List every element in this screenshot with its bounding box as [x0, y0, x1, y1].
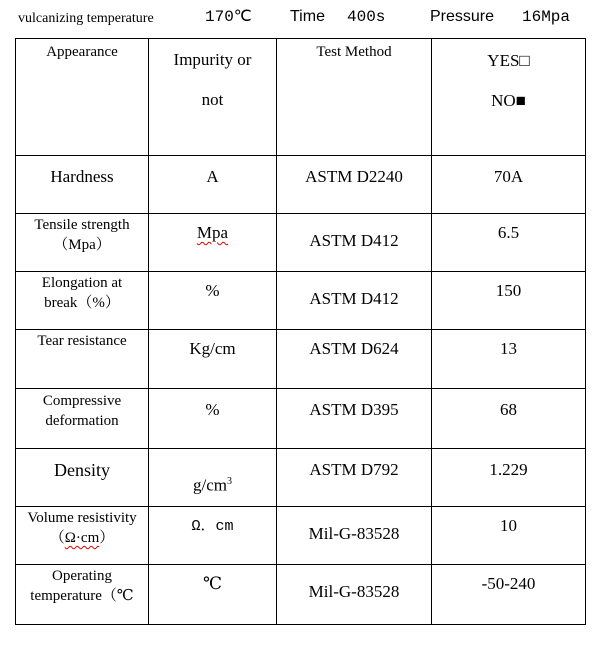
pressure-label: Pressure — [430, 8, 495, 25]
test-method-header-cell — [277, 39, 432, 156]
table-row — [16, 156, 586, 214]
property-name-unit: Ω·cm — [64, 530, 100, 546]
vulcanizing-temperature-label: vulcanizing temperature — [18, 11, 154, 26]
property-name-line1: Compressive — [42, 393, 122, 409]
test-method: ASTM D792 — [309, 460, 399, 479]
property-name-line1: Tensile strength — [34, 217, 130, 233]
test-method: Mil-G-83528 — [308, 582, 400, 601]
test-method: ASTM D412 — [309, 289, 399, 308]
property-unit: Kg/cm — [189, 339, 236, 358]
property-unit: % — [205, 281, 220, 300]
property-unit: % — [205, 400, 220, 419]
test-method: ASTM D395 — [309, 400, 399, 419]
property-name-line2: （Mpa） — [53, 237, 111, 253]
property-name-line2: deformation — [45, 413, 119, 429]
test-method: ASTM D624 — [309, 339, 399, 358]
property-name: Density — [54, 460, 110, 480]
property-name-line2: temperature（℃ — [30, 588, 134, 604]
appearance-header: Appearance — [46, 44, 118, 60]
table-row — [16, 214, 586, 272]
pressure-value: 16Mpa — [522, 8, 571, 26]
property-name-line2: break（%） — [44, 295, 120, 311]
table-row — [16, 507, 586, 565]
properties-table — [15, 38, 586, 625]
table-row — [16, 449, 586, 507]
yes-no-cell — [432, 39, 586, 156]
property-name-line1: Operating — [52, 568, 112, 584]
property-unit: A — [206, 167, 219, 186]
test-method: ASTM D2240 — [305, 167, 403, 186]
table-row — [16, 272, 586, 330]
property-value: 150 — [495, 281, 522, 300]
impurity-header-line1: Impurity or — [173, 50, 252, 69]
property-value: 1.229 — [489, 460, 528, 479]
time-label: Time — [290, 8, 325, 25]
property-name: Tear resistance — [37, 333, 127, 349]
property-value: 70A — [493, 167, 524, 186]
impurity-header-line2: not — [201, 90, 224, 109]
property-value: 10 — [500, 516, 517, 535]
property-value: 13 — [500, 339, 517, 358]
property-unit: ℃ — [202, 574, 223, 593]
property-name: Hardness — [50, 167, 114, 186]
time-value: 400s — [347, 8, 386, 26]
property-name-paren-close: ） — [99, 530, 115, 546]
property-unit: Ω．cm — [191, 518, 234, 535]
no-option: NO■ — [491, 91, 526, 110]
test-method: Mil-G-83528 — [308, 524, 400, 543]
vulcanizing-temperature-value: 170℃ — [205, 8, 252, 26]
property-unit: g/cm — [193, 475, 227, 495]
property-name-line1: Elongation at — [41, 275, 123, 291]
test-method: ASTM D412 — [309, 231, 399, 250]
property-unit-superscript: 3 — [227, 476, 232, 487]
property-unit: Mpa — [196, 223, 229, 242]
table-header-row — [16, 39, 586, 156]
property-name-paren-open: （ — [49, 530, 65, 546]
table-row — [16, 565, 586, 625]
property-name-line1: Volume resistivity — [27, 510, 137, 526]
test-method-header: Test Method — [316, 44, 392, 60]
test-conditions-header — [0, 6, 605, 32]
property-value: -50-240 — [481, 574, 536, 593]
table-row — [16, 389, 586, 449]
property-value: 68 — [500, 400, 517, 419]
property-value: 6.5 — [497, 223, 520, 242]
impurity-header-cell — [149, 39, 277, 156]
yes-option: YES□ — [487, 51, 530, 70]
table-row — [16, 330, 586, 389]
appearance-header-cell — [16, 39, 149, 156]
